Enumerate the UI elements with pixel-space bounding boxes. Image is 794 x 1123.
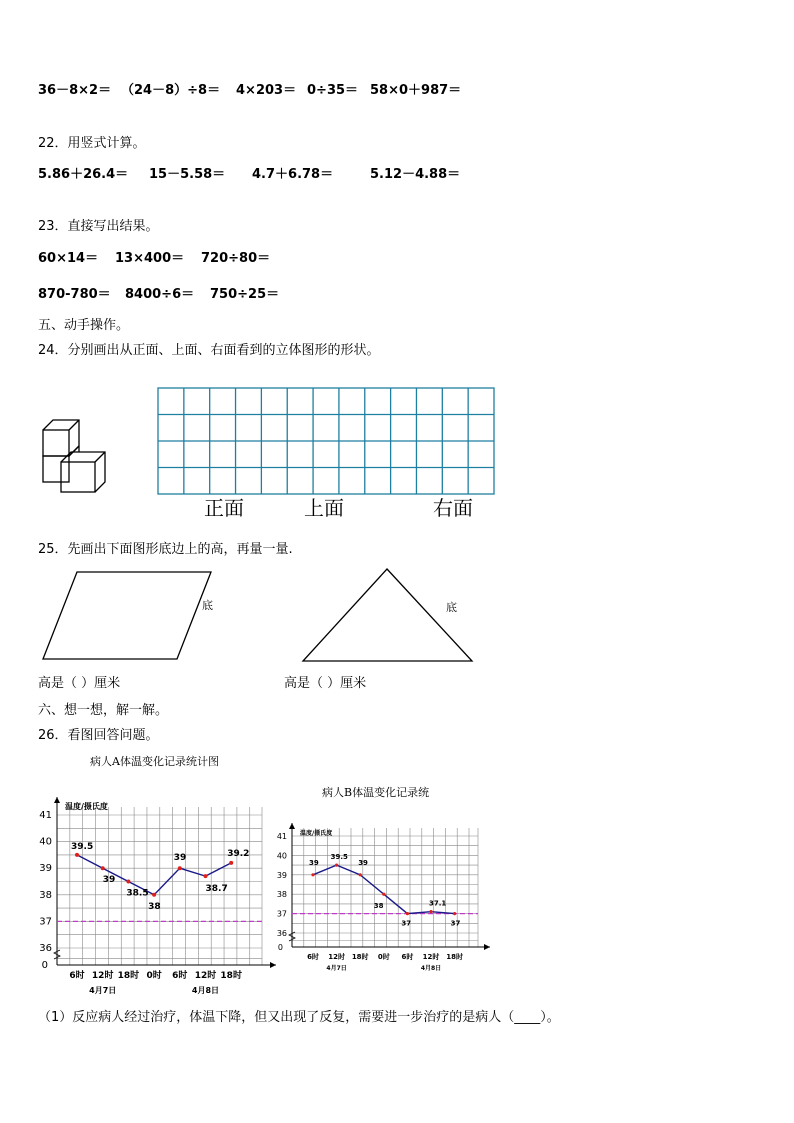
data-point (453, 912, 456, 915)
y-axis-arrow (54, 797, 60, 803)
series-line (313, 865, 455, 914)
data-label: 38 (148, 901, 161, 912)
data-point (429, 910, 432, 913)
chart-grid (292, 828, 478, 947)
q21-item-5: 58×0＋987＝ (370, 83, 462, 98)
x-tick-label: 0时 (377, 953, 390, 961)
data-label: 39.5 (330, 853, 348, 862)
data-label: 38.7 (205, 884, 228, 895)
day-label: 4月8日 (420, 965, 442, 972)
q25-answer-right: 高是（ ）厘米 (284, 676, 367, 691)
data-label: 37 (450, 919, 461, 928)
q23-r1-1: 60×14＝ (38, 251, 99, 266)
origin-label: 0 (277, 943, 283, 952)
data-point (335, 864, 338, 867)
y-tick-label: 39 (39, 863, 52, 875)
y-tick-label: 37 (276, 909, 287, 919)
y-tick-label: 41 (39, 810, 52, 821)
axis-break (54, 950, 60, 959)
q25-title: 25．先画出下面图形底边上的高，再量一量. (38, 542, 293, 557)
q23-title: 23．直接写出结果。 (38, 219, 159, 234)
q21-item-3: 4×203＝ (236, 83, 297, 98)
data-label: 38 (373, 902, 384, 911)
x-tick-label: 18时 (351, 953, 369, 961)
q23-r2-1: 870-780＝ (38, 287, 111, 302)
q25-answer-left: 高是（ ）厘米 (38, 676, 121, 691)
data-point (75, 853, 79, 857)
grid-border (158, 388, 494, 494)
section-6-heading: 六、想一想，解一解。 (38, 703, 169, 718)
q22-title: 22．用竖式计算。 (38, 136, 146, 151)
data-point (359, 873, 362, 876)
y-axis-label: 温度/摄氏度 (300, 830, 333, 837)
q21-item-2: （24－8）÷8＝ (121, 83, 221, 98)
section-5-heading: 五、动手操作。 (38, 318, 130, 333)
q23-r1-2: 13×400＝ (115, 251, 185, 266)
chart-a-title: 病人A体温变化记录统计图 (90, 755, 219, 768)
q26-title: 26．看图回答问题。 (38, 728, 159, 743)
x-tick-label: 12时 (328, 953, 345, 961)
q22-item-2: 15－5.58＝ (149, 167, 226, 182)
q22-item-4: 5.12－4.88＝ (370, 167, 461, 182)
data-label: 39.2 (227, 848, 250, 859)
data-point (229, 861, 233, 865)
data-point (406, 912, 409, 915)
q22-item-3: 4.7＋6.78＝ (252, 167, 334, 182)
day-label: 4月7日 (326, 965, 347, 972)
data-point (311, 873, 314, 876)
x-tick-label: 0时 (146, 971, 162, 981)
data-label: 39 (358, 858, 368, 867)
data-point (152, 893, 156, 897)
q26-question-1: （1）反应病人经过治疗，体温下降，但又出现了反复，需要进一步治疗的是病人（____）。 (38, 1010, 560, 1025)
label-front-view: 正面 (204, 496, 244, 520)
chart-b-title: 病人B体温变化记录统 (322, 786, 430, 799)
y-tick-label: 40 (39, 836, 52, 848)
data-label: 37 (401, 919, 412, 928)
y-tick-label: 36 (276, 929, 287, 938)
data-label: 37.1 (429, 899, 447, 908)
x-tick-label: 18时 (117, 971, 140, 981)
x-tick-label: 18时 (446, 953, 463, 961)
label-right-view: 右面 (433, 496, 473, 520)
chart-b (277, 823, 490, 972)
chart-grid (57, 807, 262, 965)
origin-label: 0 (41, 960, 48, 971)
parallelogram-shape (43, 572, 211, 659)
cube-stack-drawing (43, 420, 105, 492)
data-label: 39 (102, 875, 116, 886)
x-axis-arrow (484, 944, 490, 950)
data-point (204, 874, 208, 878)
x-tick-label: 12时 (91, 971, 114, 981)
q23-r1-3: 720÷80＝ (201, 251, 271, 266)
data-label: 39.5 (71, 841, 94, 852)
data-label: 39 (173, 853, 187, 864)
data-label: 38.5 (126, 888, 149, 899)
y-axis-label: 温度/摄氏度 (65, 802, 108, 811)
chart-a (39, 797, 276, 995)
data-point (101, 866, 105, 870)
data-label: 39 (309, 858, 319, 867)
day-label: 4月7日 (89, 986, 117, 995)
x-tick-label: 12时 (194, 971, 217, 981)
y-tick-label: 37 (39, 916, 52, 928)
x-tick-label: 6时 (401, 953, 414, 961)
q24-title: 24．分别画出从正面、上面、右面看到的立体图形的形状。 (38, 343, 380, 358)
y-axis-arrow (289, 823, 295, 829)
x-tick-label: 18时 (220, 971, 242, 981)
parallelogram-base-label: 底 (202, 599, 213, 612)
y-tick-label: 36 (39, 943, 52, 954)
triangle-base-label: 底 (446, 601, 457, 614)
q21-item-1: 36－8×2＝ (38, 83, 112, 98)
q23-r2-2: 8400÷6＝ (125, 287, 195, 302)
y-tick-label: 38 (276, 890, 287, 900)
q21-item-4: 0÷35＝ (307, 83, 359, 98)
label-top-view: 上面 (304, 496, 344, 520)
data-point (126, 880, 130, 884)
y-tick-label: 40 (276, 851, 287, 861)
data-point (178, 866, 182, 870)
x-axis-arrow (270, 962, 276, 968)
y-tick-label: 38 (39, 889, 52, 901)
q23-r2-3: 750÷25＝ (210, 287, 280, 302)
y-tick-label: 39 (276, 870, 287, 880)
y-tick-label: 41 (276, 832, 287, 841)
x-tick-label: 12时 (422, 953, 440, 961)
drawing-grid (158, 388, 494, 494)
day-label: 4月8日 (191, 986, 220, 995)
x-tick-label: 6时 (69, 971, 85, 981)
data-point (382, 893, 385, 896)
q22-item-1: 5.86＋26.4＝ (38, 167, 129, 182)
series-line (77, 855, 231, 895)
x-tick-label: 6时 (307, 953, 319, 961)
axis-break (289, 932, 295, 941)
x-tick-label: 6时 (172, 971, 188, 981)
